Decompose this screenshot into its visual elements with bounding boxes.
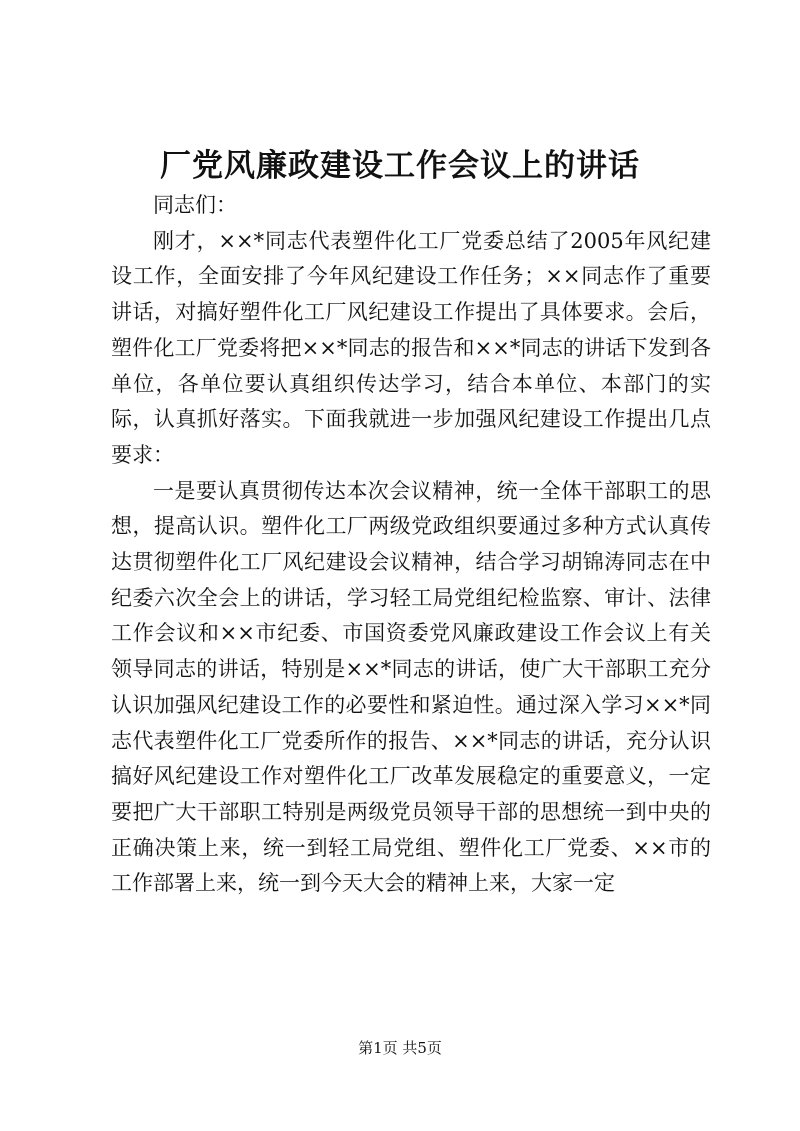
page-number-footer: 第1页 共5页 (358, 1039, 442, 1057)
salutation-paragraph: 同志们： (153, 193, 237, 217)
body-paragraph: 刚才，××*同志代表塑件化工厂党委总结了2005年风纪建设工作，全面安排了今年风纪建设工作任务；××同志作了重要讲话，对搞好塑件化工厂风纪建设工作提出了具体要求。会后，塑件化工厂党委将把××*同志的报告和××*同志的讲话下发到各单位，各单位要认真组织传达学习，结合本单位、本部门的实际，认真抓好落实。下面我就进一步加强风纪建设工作提出几点要求： (111, 228, 711, 467)
document-title: 厂党风廉政建设工作会议上的讲话 (160, 148, 640, 184)
body-paragraph: 一是要认真贯彻传达本次会议精神，统一全体干部职工的思想，提高认识。塑件化工厂两级党政组织要通过多种方式认真传达贯彻塑件化工厂风纪建设会议精神，结合学习胡锦涛同志在中纪委六次全会上的讲话，学习轻工局党组纪检监察、审计、法律工作会议和××市纪委、市国资委党风廉政建设工作会议上有关领导同志的讲话，特别是××*同志的讲话，使广大干部职工充分认识加强风纪建设工作的必要性和紧迫性。通过深入学习××*同志代表塑件化工厂党委所作的报告、××*同志的讲话，充分认识搞好风纪建设工作对塑件化工厂改革发展稳定的重要意义，一定要把广大干部职工特别是两级党员领导干部的思想统一到中央的正确决策上来，统一到轻工局党组、塑件化工厂党委、××市的工作部署上来，统一到今天大会的精神上来，大家一定 (111, 478, 711, 896)
document-body (111, 188, 711, 902)
